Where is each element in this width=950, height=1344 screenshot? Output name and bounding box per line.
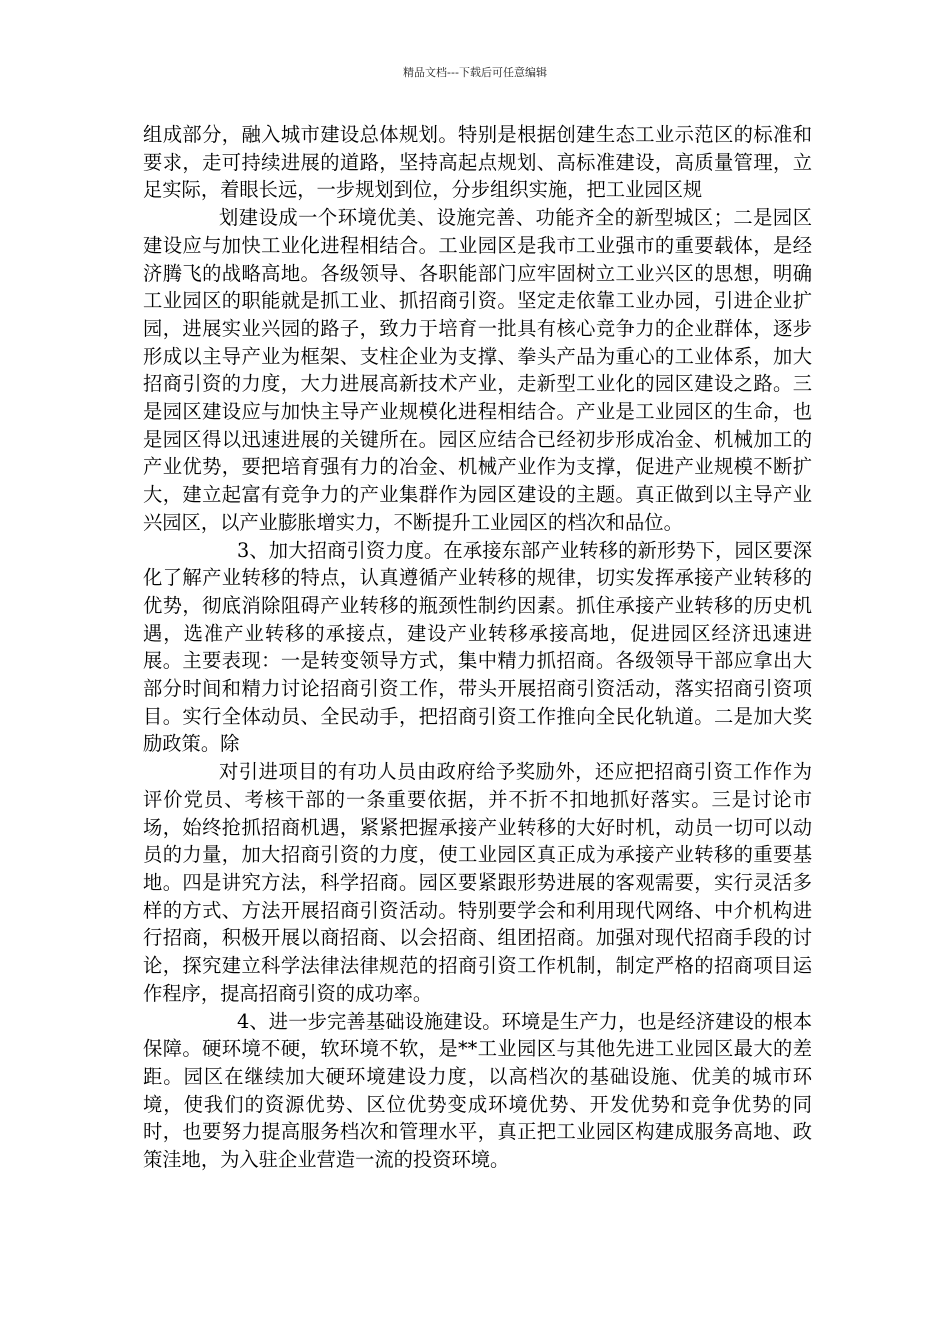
paragraph-5: 4、进一步完善基础设施建设。环境是生产力，也是经济建设的根本保障。硬环境不硬，软环境不软，是**工业园区与其他先进工业园区最大的差距。园区在继续加大硬环境建设力度，以高档次的基础设施、优美的城市环境，使我们的资源优势、区位优势变成环境优势、开发优势和竞争优势的同时，也要努力提高服务档次和管理水平，真正把工业园区构建成服务高地、政策洼地，为入驻企业营造一流的投资环境。 — [143, 1009, 812, 1172]
paragraph-4: 对引进项目的有功人员由政府给予奖励外，还应把招商引资工作作为评价党员、考核干部的一条重要依据，并不折不扣地抓好落实。三是讨论市场，始终抢抓招商机遇，紧紧把握承接产业转移的大好时机，动员一切可以动员的力量，加大招商引资的力度，使工业园区真正成为承接产业转移的重要基地。四是讲究方法，科学招商。园区要紧跟形势进展的客观需要，实行灵活多样的方式、方法开展招商引资活动。特别要学会和利用现代网络、中介机构进行招商，积极开展以商招商、以会招商、组团招商。加强对现代招商手段的讨论，探究建立科学法律法律规范的招商引资工作机制，制定严格的招商项目运作程序，提高招商引资的成功率。 — [143, 760, 812, 1005]
paragraph-3: 3、加大招商引资力度。在承接东部产业转移的新形势下，园区要深化了解产业转移的特点，认真遵循产业转移的规律，切实发挥承接产业转移的优势，彻底消除阻碍产业转移的瓶颈性制约因素。抓住承接产业转移的历史机遇，选准产业转移的承接点，建设产业转移承接高地，促进园区经济迅速进展。主要表现：一是转变领导方式，集中精力抓招商。各级领导干部应拿出大部分时间和精力讨论招商引资工作，带头开展招商引资活动，落实招商引资项目。实行全体动员、全民动手，把招商引资工作推向全民化轨道。二是加大奖励政策。除 — [143, 538, 812, 756]
paragraph-2: 划建设成一个环境优美、设施完善、功能齐全的新型城区；二是园区建设应与加快工业化进程相结合。工业园区是我市工业强市的重要载体，是经济腾飞的战略高地。各级领导、各职能部门应牢固树立工业兴区的思想，明确工业园区的职能就是抓工业、抓招商引资。坚定走依靠工业办园，引进企业扩园，进展实业兴园的路子，致力于培育一批具有核心竞争力的企业群体，逐步形成以主导产业为框架、支柱企业为支撑、拳头产品为重心的工业体系，加大招商引资的力度，大力进展高新技术产业，走新型工业化的园区建设之路。三是园区建设应与加快主导产业规模化进程相结合。产业是工业园区的生命，也是园区得以迅速进展的关键所在。园区应结合已经初步形成冶金、机械加工的产业优势，要把培育强有力的冶金、机械产业作为支撑，促进产业规模不断扩大，建立起富有竞争力的产业集群作为园区建设的主题。真正做到以主导产业兴园区，以产业膨胀增实力，不断提升工业园区的档次和品位。 — [143, 206, 812, 534]
page-header: 精品文档---下载后可任意编辑 — [403, 66, 547, 79]
paragraph-1: 组成部分，融入城市建设总体规划。特别是根据创建生态工业示范区的标准和要求，走可持续进展的道路，坚持高起点规划、高标准建设，高质量管理，立足实际，着眼长远，一步规划到位，分步组织实施，把工业园区规 — [143, 123, 812, 202]
document-body — [143, 121, 812, 1174]
